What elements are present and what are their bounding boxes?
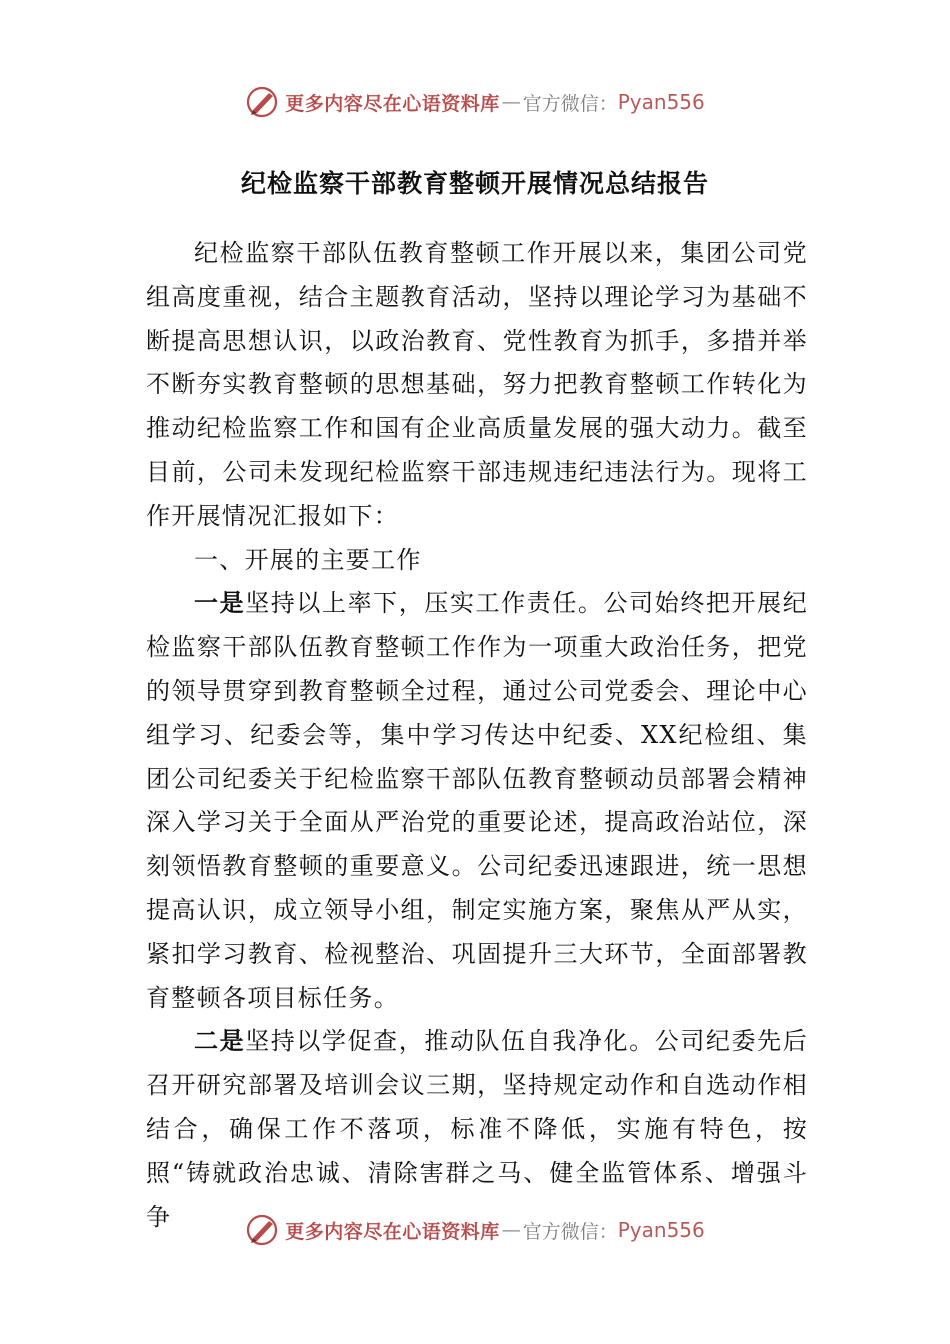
paragraph-lead: 二是 <box>194 1027 246 1056</box>
watermark-wechat-id: Pyan556 <box>617 90 705 114</box>
watermark-dash: — <box>501 1219 521 1241</box>
watermark-site-text: 更多内容尽在心语资料库 <box>285 1220 500 1243</box>
paragraph-lead: 一是 <box>194 589 246 618</box>
watermark-site-text: 更多内容尽在心语资料库 <box>285 92 500 115</box>
pen-circle-logo-icon <box>245 1212 281 1248</box>
pen-circle-logo-icon <box>245 84 281 120</box>
watermark-wechat-label: 官方微信： <box>522 1220 618 1243</box>
watermark-wechat-id: Pyan556 <box>617 1218 705 1242</box>
document-body <box>146 232 808 1239</box>
watermark-dash: — <box>501 91 521 113</box>
document-title: 纪检监察干部教育整顿开展情况总结报告 <box>240 169 709 198</box>
header-watermark <box>0 82 950 122</box>
section-heading: 一、开展的主要工作 <box>194 545 422 574</box>
paragraph: 纪检监察干部队伍教育整顿工作开展以来，集团公司党组高度重视，结合主题教育活动，坚持以理论学习为基础不断提高思想认识，以政治教育、党性教育为抓手，多措并举不断夯实教育整顿的思想基础，努力把教育整顿工作转化为推动纪检监察工作和国有企业高质量发展的强大动力。截至目前，公司未发现纪检监察干部违规违纪违法行为。现将工作开展情况汇报如下： <box>146 239 808 530</box>
paragraph: 一是坚持以上率下，压实工作责任。公司始终把开展纪检监察干部队伍教育整顿工作作为一项重大政治任务，把党的领导贯穿到教育整顿全过程，通过公司党委会、理论中心组学习、纪委会等，集中学习传达中纪委、XX纪检组、集团公司纪委关于纪检监察干部队伍教育整顿动员部署会精神深入学习关于全面从严治党的重要论述，提高政治站位，深刻领悟教育整顿的重要意义。公司纪委迅速跟进，统一思想提高认识，成立领导小组，制定实施方案，聚焦从严从实，紧扣学习教育、检视整治、巩固提升三大环节，全面部署教育整顿各项目标任务。 <box>146 589 808 1012</box>
footer-watermark <box>0 1210 950 1250</box>
watermark-wechat-label: 官方微信： <box>522 92 618 115</box>
paragraph: 二是坚持以学促查，推动队伍自我净化。公司纪委先后召开研究部署及培训会议三期，坚持规定动作和自选动作相结合，确保工作不落项，标准不降低，实施有特色，按照“铸就政治忠诚、清除害群之马、健全监管体系、增强斗争 <box>146 1027 808 1231</box>
